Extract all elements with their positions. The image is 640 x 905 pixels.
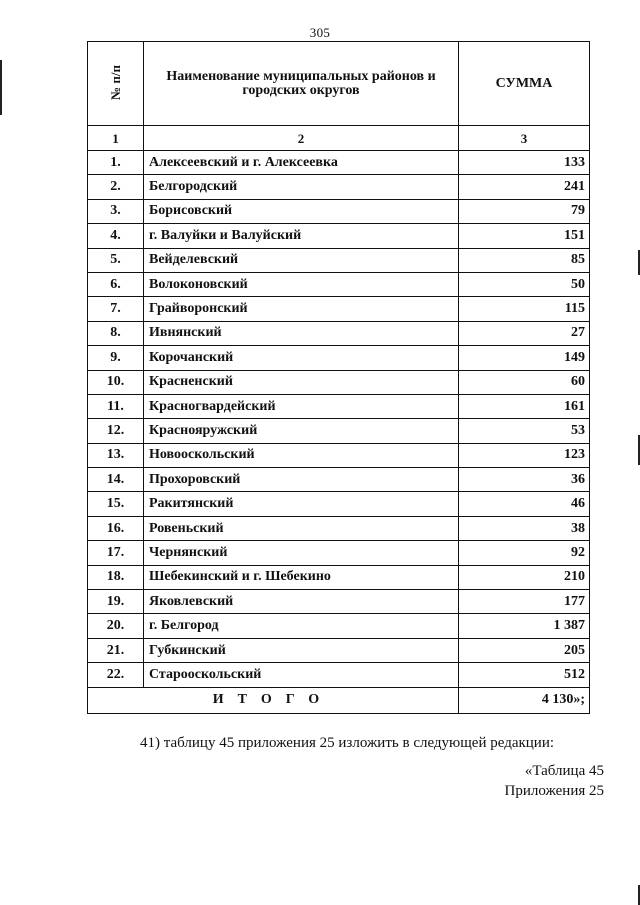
table-row [88, 468, 590, 492]
row-number: 11. [88, 394, 144, 418]
row-number: 17. [88, 541, 144, 565]
district-name: Грайворонский [144, 297, 459, 321]
sum-value: 36 [459, 468, 590, 492]
row-number: 4. [88, 224, 144, 248]
table-row [88, 370, 590, 394]
district-name: Новооскольский [144, 443, 459, 467]
district-name: Корочанский [144, 346, 459, 370]
header-name-label: Наименование муниципальных районов и городских округов [166, 68, 436, 98]
allocation-table [87, 41, 590, 714]
sum-value: 115 [459, 297, 590, 321]
table-row [88, 199, 590, 223]
row-number: 2. [88, 175, 144, 199]
scan-edge-mark [0, 60, 2, 115]
row-number: 10. [88, 370, 144, 394]
row-number: 6. [88, 272, 144, 296]
row-number: 3. [88, 199, 144, 223]
table-row [88, 321, 590, 345]
table-row [88, 419, 590, 443]
table-row [88, 224, 590, 248]
row-number: 12. [88, 419, 144, 443]
header-name-cell [144, 42, 459, 126]
total-value: 4 130»; [459, 687, 590, 713]
table-row [88, 614, 590, 638]
column-index-3: 3 [459, 126, 590, 151]
district-name: Ивнянский [144, 321, 459, 345]
row-number: 20. [88, 614, 144, 638]
sum-value: 149 [459, 346, 590, 370]
district-name: Вейделевский [144, 248, 459, 272]
table-row [88, 151, 590, 175]
sum-value: 123 [459, 443, 590, 467]
sum-value: 50 [459, 272, 590, 296]
district-name: Губкинский [144, 638, 459, 662]
row-number: 14. [88, 468, 144, 492]
sum-value: 53 [459, 419, 590, 443]
sum-value: 151 [459, 224, 590, 248]
row-number: 13. [88, 443, 144, 467]
row-number: 18. [88, 565, 144, 589]
header-number-label: № п/п [108, 65, 123, 100]
table-row [88, 565, 590, 589]
table-caption-appendix: Приложения 25 [504, 783, 604, 799]
header-number-cell [88, 42, 144, 126]
table-header-row [88, 42, 590, 126]
district-name: Чернянский [144, 541, 459, 565]
district-name: Шебекинский и г. Шебекино [144, 565, 459, 589]
district-name: г. Белгород [144, 614, 459, 638]
district-name: г. Валуйки и Валуйский [144, 224, 459, 248]
sum-value: 79 [459, 199, 590, 223]
table-row [88, 248, 590, 272]
sum-value: 38 [459, 516, 590, 540]
district-name: Волоконовский [144, 272, 459, 296]
row-number: 19. [88, 590, 144, 614]
table-row [88, 346, 590, 370]
column-index-1: 1 [88, 126, 144, 151]
sum-value: 27 [459, 321, 590, 345]
table-row [88, 297, 590, 321]
sum-value: 133 [459, 151, 590, 175]
table-row [88, 492, 590, 516]
table-row [88, 541, 590, 565]
district-name: Старооскольский [144, 663, 459, 687]
row-number: 16. [88, 516, 144, 540]
sum-value: 60 [459, 370, 590, 394]
sum-value: 177 [459, 590, 590, 614]
table-row [88, 443, 590, 467]
row-number: 5. [88, 248, 144, 272]
table-row [88, 590, 590, 614]
district-name: Краснояружский [144, 419, 459, 443]
sum-value: 241 [459, 175, 590, 199]
district-name: Прохоровский [144, 468, 459, 492]
table-row [88, 638, 590, 662]
instruction-text: 41) таблицу 45 приложения 25 изложить в следующей редакции: [140, 735, 555, 751]
district-name: Красненский [144, 370, 459, 394]
district-name: Белгородский [144, 175, 459, 199]
row-number: 7. [88, 297, 144, 321]
table-row [88, 175, 590, 199]
district-name: Ровеньский [144, 516, 459, 540]
district-name: Борисовский [144, 199, 459, 223]
total-row [88, 687, 590, 713]
district-name: Красногвардейский [144, 394, 459, 418]
table-row [88, 394, 590, 418]
column-index-row [88, 126, 590, 151]
sum-value: 512 [459, 663, 590, 687]
table-caption-title: «Таблица 45 [524, 763, 604, 779]
sum-value: 46 [459, 492, 590, 516]
row-number: 8. [88, 321, 144, 345]
row-number: 1. [88, 151, 144, 175]
header-sum-cell [459, 42, 590, 126]
row-number: 15. [88, 492, 144, 516]
total-label: ИТОГО [88, 687, 459, 713]
sum-value: 205 [459, 638, 590, 662]
column-index-2: 2 [144, 126, 459, 151]
district-name: Яковлевский [144, 590, 459, 614]
row-number: 22. [88, 663, 144, 687]
row-number: 9. [88, 346, 144, 370]
table-body [88, 151, 590, 688]
table-row [88, 516, 590, 540]
table-row [88, 663, 590, 687]
sum-value: 85 [459, 248, 590, 272]
page-number: 305 [309, 25, 331, 40]
sum-value: 210 [459, 565, 590, 589]
row-number: 21. [88, 638, 144, 662]
table-row [88, 272, 590, 296]
header-sum-label: СУММА [495, 75, 553, 91]
district-name: Алексеевский и г. Алексеевка [144, 151, 459, 175]
sum-value: 92 [459, 541, 590, 565]
sum-value: 1 387 [459, 614, 590, 638]
district-name: Ракитянский [144, 492, 459, 516]
sum-value: 161 [459, 394, 590, 418]
